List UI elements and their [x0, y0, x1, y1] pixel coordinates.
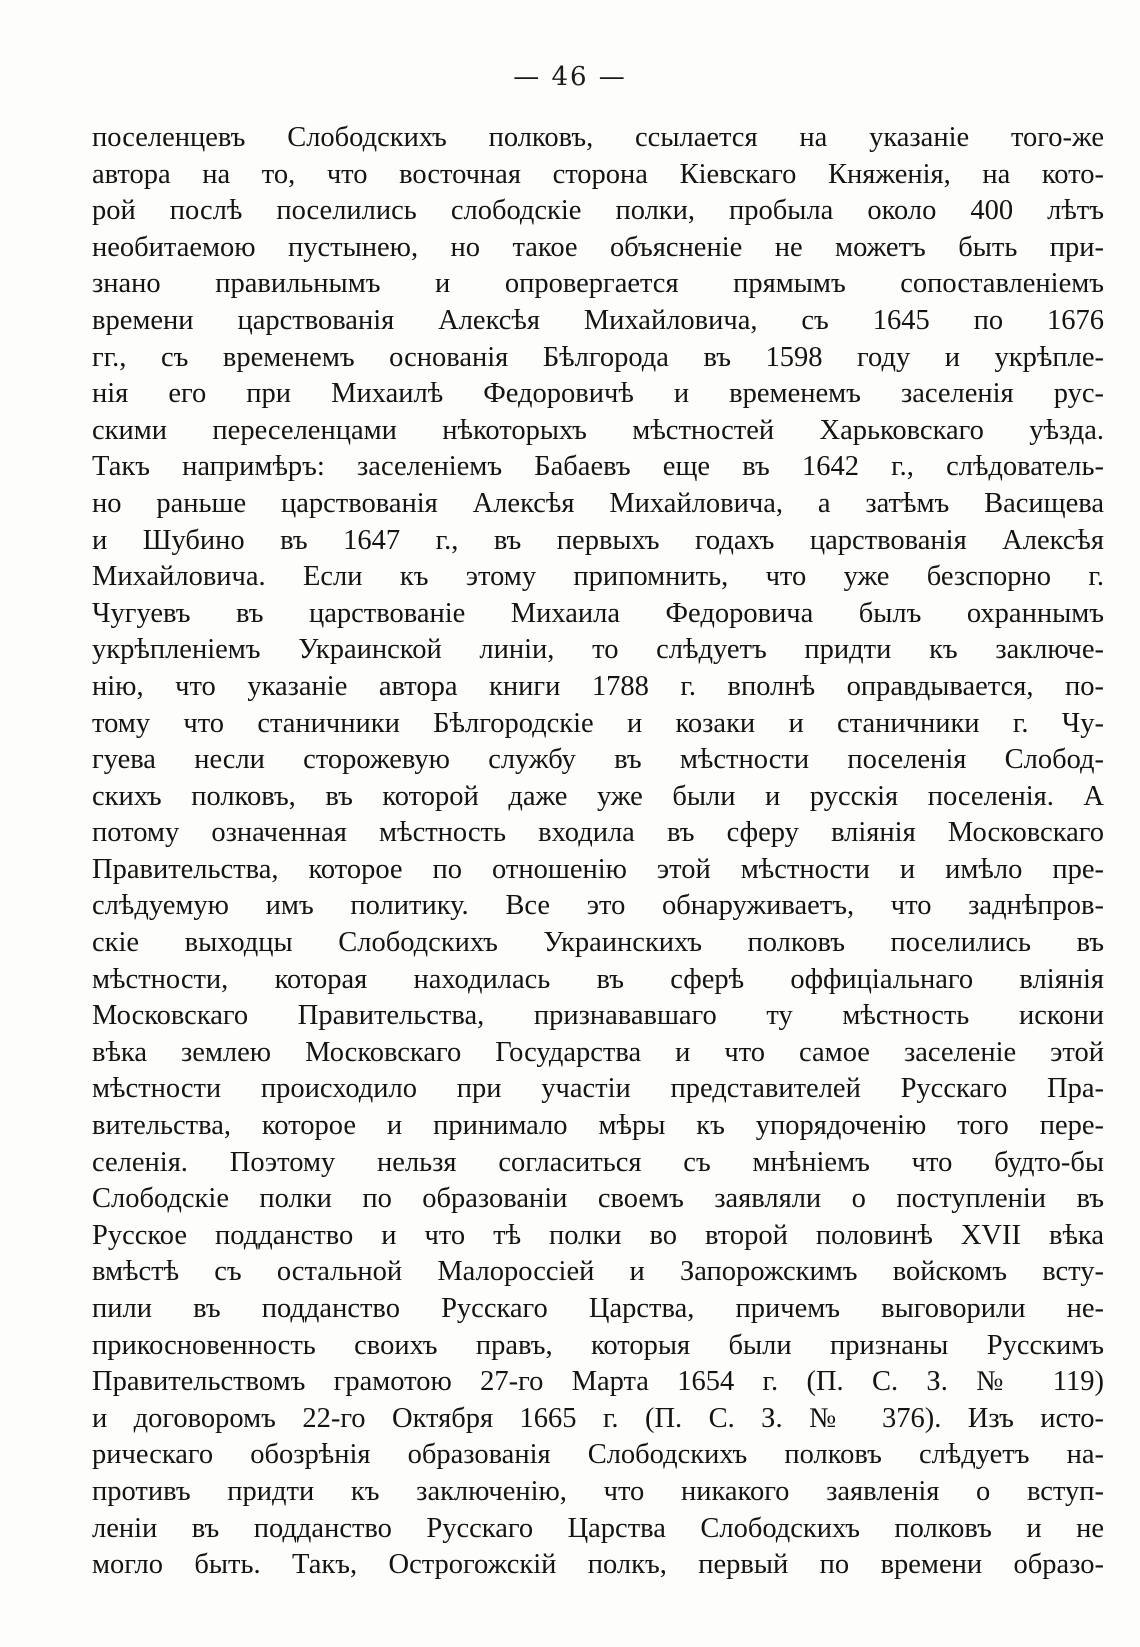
- text-line: рическаго обозрѣнія образованія Слободскихъ полковъ слѣдуетъ на-: [92, 1439, 1104, 1471]
- text-line: необитаемою пустынею, но такое объясненіе не можетъ быть при-: [92, 231, 1104, 263]
- text-line: вмѣстѣ съ остальной Малороссіей и Запорожскимъ войскомъ всту-: [92, 1256, 1104, 1288]
- body-text: [92, 120, 1104, 1584]
- text-line: Правительствомъ грамотою 27-го Марта 1654 г. (П. С. З. № 119): [92, 1366, 1104, 1398]
- text-line: Правительства, которое по отношенію этой мѣстности и имѣло пре-: [92, 853, 1104, 885]
- text-line: укрѣпленіемъ Украинской линіи, то слѣдуетъ придти къ заключе-: [92, 634, 1104, 666]
- text-line: Чугуевъ въ царствованіе Михаила Федоровича былъ охраннымъ: [92, 597, 1104, 629]
- text-line: скихъ полковъ, въ которой даже уже были и русскія поселенія. А: [92, 780, 1104, 812]
- text-line: времени царствованія Алексѣя Михайловича, съ 1645 по 1676: [92, 304, 1104, 336]
- text-line: слѣдуемую имъ политику. Все это обнаруживаетъ, что заднѣпров-: [92, 890, 1104, 922]
- text-line: но раньше царствованія Алексѣя Михайловича, а затѣмъ Васищева: [92, 487, 1104, 519]
- text-line: могло быть. Такъ, Острогожскій полкъ, первый по времени образо-: [92, 1549, 1104, 1581]
- text-line: Михайловича. Если къ этому припомнить, что уже безспорно г.: [92, 561, 1104, 593]
- text-line: скіе выходцы Слободскихъ Украинскихъ полковъ поселились въ: [92, 927, 1104, 959]
- text-line: Слободскіе полки по образованіи своемъ заявляли о поступленіи въ: [92, 1183, 1104, 1215]
- text-line: гуева несли сторожевую службу въ мѣстности поселенія Слобод-: [92, 744, 1104, 776]
- text-line: потому означенная мѣстность входила въ сферу вліянія Московскаго: [92, 817, 1104, 849]
- text-line: прикосновенность своихъ правъ, которыя были признаны Русскимъ: [92, 1329, 1104, 1361]
- text-line: тому что станичники Бѣлгородскіе и козаки и станичники г. Чу-: [92, 707, 1104, 739]
- text-line: вѣка землею Московскаго Государства и что самое заселеніе этой: [92, 1036, 1104, 1068]
- text-line: пили въ подданство Русскаго Царства, причемъ выговорили не-: [92, 1293, 1104, 1324]
- text-line: Такъ напримѣръ: заселеніемъ Бабаевъ еще въ 1642 г., слѣдователь-: [92, 451, 1104, 483]
- text-line: знано правильнымъ и опровергается прямымъ сопоставленіемъ: [92, 268, 1104, 300]
- page-number: — 46 —: [513, 62, 627, 92]
- text-line: нія его при Михаилѣ Федоровичѣ и временемъ заселенія рус-: [92, 378, 1104, 410]
- text-line: автора на то, что восточная сторона Кіевскаго Княженія, на кото-: [92, 158, 1104, 190]
- text-line: и договоромъ 22-го Октября 1665 г. (П. С. З. № 376). Изъ исто-: [92, 1402, 1104, 1434]
- text-line: скими переселенцами нѣкоторыхъ мѣстностей Харьковскаго уѣзда.: [92, 414, 1104, 446]
- text-line: поселенцевъ Слободскихъ полковъ, ссылается на указаніе того-же: [92, 122, 1104, 153]
- text-line: противъ придти къ заключенію, что никакого заявленія о вступ-: [92, 1475, 1104, 1507]
- text-line: вительства, которое и принимало мѣры къ упорядоченію того пере-: [92, 1110, 1104, 1142]
- text-line: Московскаго Правительства, признававшаго ту мѣстность искони: [92, 1000, 1104, 1032]
- text-line: и Шубино въ 1647 г., въ первыхъ годахъ царствованія Алексѣя: [92, 524, 1104, 556]
- text-line: нію, что указаніе автора книги 1788 г. вполнѣ оправдывается, по-: [92, 670, 1104, 702]
- text-line: леніи въ подданство Русскаго Царства Слободскихъ полковъ и не: [92, 1512, 1104, 1544]
- text-line: мѣстности происходило при участіи представителей Русскаго Пра-: [92, 1073, 1104, 1105]
- text-line: Русское подданство и что тѣ полки во второй половинѣ XVII вѣка: [92, 1219, 1104, 1251]
- text-line: гг., съ временемъ основанія Бѣлгорода въ 1598 году и укрѣпле-: [92, 341, 1104, 373]
- text-line: рой послѣ поселились слободскіе полки, пробыла около 400 лѣтъ: [92, 195, 1104, 227]
- text-line: мѣстности, которая находилась въ сферѣ оффиціальнаго вліянія: [92, 963, 1104, 995]
- text-line: селенія. Поэтому нельзя согласиться съ мнѣніемъ что будто-бы: [92, 1146, 1104, 1178]
